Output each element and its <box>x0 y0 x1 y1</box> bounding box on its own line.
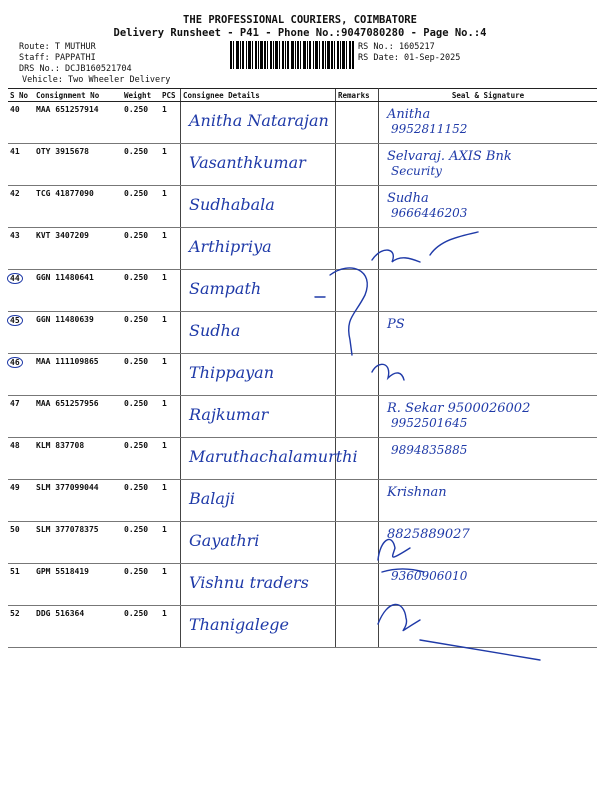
row-remarks <box>336 270 379 312</box>
vehicle-label: Vehicle: Two Wheeler Delivery <box>22 75 171 85</box>
table-row <box>8 606 597 648</box>
handwritten-consignee: Balaji <box>189 489 236 508</box>
row-weight: 0.250 <box>122 144 160 186</box>
row-signature <box>379 480 598 522</box>
row-consignee <box>181 102 336 144</box>
row-sno: 50 <box>8 522 34 564</box>
drs-number: DRS No.: DCJB160521704 <box>19 64 132 74</box>
row-sno: 48 <box>8 438 34 480</box>
table-row <box>8 144 597 186</box>
row-remarks <box>336 102 379 144</box>
table-row <box>8 186 597 228</box>
row-consignment: GPM 5518419 <box>34 564 122 606</box>
row-pcs: 1 <box>160 270 181 312</box>
row-pcs: 1 <box>160 438 181 480</box>
runsheet-table <box>8 88 597 648</box>
row-signature <box>379 186 598 228</box>
handwritten-consignee: Vasanthkumar <box>189 153 306 172</box>
handwritten-consignee: Thanigalege <box>189 615 290 634</box>
row-consignee <box>181 480 336 522</box>
runsheet-subtitle: Delivery Runsheet - P41 - Phone No.:9047080280 - Page No.:4 <box>113 27 487 39</box>
row-remarks <box>336 144 379 186</box>
row-weight: 0.250 <box>122 228 160 270</box>
row-consignee <box>181 438 358 480</box>
row-signature <box>379 312 598 354</box>
row-consignment: DDG 516364 <box>34 606 122 648</box>
row-weight: 0.250 <box>122 438 160 480</box>
barcode-image <box>230 41 354 69</box>
row-remarks <box>336 564 379 606</box>
row-remarks <box>336 312 379 354</box>
handwritten-signature: R. Sekar 9500026002 <box>387 401 531 416</box>
row-remarks <box>336 228 379 270</box>
row-consignment: SLM 377099044 <box>34 480 122 522</box>
table-row <box>8 270 597 312</box>
handwritten-signature: PS <box>387 317 405 332</box>
row-weight: 0.250 <box>122 270 160 312</box>
row-consignment: MAA 651257914 <box>34 102 122 144</box>
handwritten-consignee: Anitha Natarajan <box>189 111 329 130</box>
col-weight: Weight <box>122 89 160 102</box>
row-remarks <box>336 396 379 438</box>
handwritten-signature: 8825889027 <box>387 527 470 542</box>
table-header-row <box>8 89 597 102</box>
row-pcs: 1 <box>160 564 181 606</box>
rs-date: RS Date: 01-Sep-2025 <box>358 53 461 63</box>
row-sno: 44 <box>8 270 34 312</box>
row-consignment: OTY 3915678 <box>34 144 122 186</box>
company-title: THE PROFESSIONAL COURIERS, COIMBATORE <box>183 14 417 26</box>
handwritten-consignee: Sampath <box>189 279 262 298</box>
row-sno: 41 <box>8 144 34 186</box>
row-consignee <box>181 564 336 606</box>
row-consignment: KVT 3407209 <box>34 228 122 270</box>
handwritten-consignee: Vishnu traders <box>189 573 309 592</box>
row-pcs: 1 <box>160 102 181 144</box>
row-pcs: 1 <box>160 396 181 438</box>
row-sno: 42 <box>8 186 34 228</box>
row-consignment: KLM 837708 <box>34 438 122 480</box>
row-consignee <box>181 354 336 396</box>
row-pcs: 1 <box>160 312 181 354</box>
row-sno: 51 <box>8 564 34 606</box>
row-signature <box>379 396 598 438</box>
row-weight: 0.250 <box>122 564 160 606</box>
row-signature <box>379 606 598 648</box>
col-pcs: PCS <box>160 89 181 102</box>
handwritten-signature: Selvaraj. AXIS Bnk <box>387 149 512 164</box>
row-weight: 0.250 <box>122 522 160 564</box>
row-pcs: 1 <box>160 354 181 396</box>
table-row <box>8 564 597 606</box>
handwritten-phone: 9894835885 <box>391 443 468 457</box>
staff-label: Staff: PAPPATHI <box>19 53 96 63</box>
row-consignee <box>181 606 336 648</box>
row-signature <box>379 522 598 564</box>
row-sno: 49 <box>8 480 34 522</box>
row-remarks <box>336 186 379 228</box>
table-row <box>8 102 597 144</box>
row-pcs: 1 <box>160 186 181 228</box>
handwritten-phone: 9952501645 <box>391 416 468 430</box>
handwritten-consignee: Maruthachalamurthi <box>189 447 358 466</box>
row-consignment: TCG 41877090 <box>34 186 122 228</box>
handwritten-signature: Krishnan <box>387 485 447 500</box>
row-remarks <box>336 480 379 522</box>
row-sno: 47 <box>8 396 34 438</box>
rs-number: RS No.: 1605217 <box>358 42 435 52</box>
row-sno: 43 <box>8 228 34 270</box>
row-signature <box>379 270 598 312</box>
row-consignment: MAA 111109865 <box>34 354 122 396</box>
row-remarks <box>336 606 379 648</box>
row-weight: 0.250 <box>122 480 160 522</box>
row-consignee <box>181 312 336 354</box>
col-consignment: Consignment No <box>34 89 122 102</box>
col-remarks: Remarks <box>336 89 379 102</box>
row-signature <box>379 354 598 396</box>
row-consignee <box>181 522 336 564</box>
handwritten-consignee: Arthipriya <box>189 237 272 256</box>
row-pcs: 1 <box>160 480 181 522</box>
row-weight: 0.250 <box>122 312 160 354</box>
row-consignee <box>181 144 336 186</box>
handwritten-consignee: Sudha <box>189 321 241 340</box>
row-consignment: SLM 377078375 <box>34 522 122 564</box>
table-row <box>8 228 597 270</box>
row-consignment: GGN 11480641 <box>34 270 122 312</box>
handwritten-signature: Sudha <box>387 191 429 206</box>
row-consignment: GGN 11480639 <box>34 312 122 354</box>
table-row <box>8 438 597 480</box>
row-consignee <box>181 186 336 228</box>
row-sno: 40 <box>8 102 34 144</box>
row-remarks <box>336 522 379 564</box>
row-signature <box>379 438 598 480</box>
row-pcs: 1 <box>160 522 181 564</box>
row-sno: 45 <box>8 312 34 354</box>
handwritten-phone: Security <box>391 164 442 178</box>
handwritten-phone: 9952811152 <box>391 122 468 136</box>
table-row <box>8 312 597 354</box>
row-consignment: MAA 651257956 <box>34 396 122 438</box>
row-weight: 0.250 <box>122 186 160 228</box>
row-sno: 46 <box>8 354 34 396</box>
handwritten-phone: 9666446203 <box>391 206 468 220</box>
handwritten-consignee: Thippayan <box>189 363 274 382</box>
col-seal-signature: Seal & Signature <box>379 89 598 102</box>
row-pcs: 1 <box>160 606 181 648</box>
handwritten-consignee: Gayathri <box>189 531 260 550</box>
table-row <box>8 480 597 522</box>
row-weight: 0.250 <box>122 354 160 396</box>
row-signature <box>379 564 598 606</box>
col-sno: S No <box>8 89 34 102</box>
row-pcs: 1 <box>160 144 181 186</box>
row-sno: 52 <box>8 606 34 648</box>
row-remarks <box>336 354 379 396</box>
handwritten-phone: 9360906010 <box>391 569 468 583</box>
row-consignee <box>181 228 336 270</box>
row-consignee <box>181 270 336 312</box>
row-signature <box>379 102 598 144</box>
row-signature <box>379 144 598 186</box>
table-row <box>8 396 597 438</box>
handwritten-consignee: Rajkumar <box>189 405 269 424</box>
table-row <box>8 522 597 564</box>
row-weight: 0.250 <box>122 102 160 144</box>
table-row <box>8 354 597 396</box>
route-label: Route: T MUTHUR <box>19 42 96 52</box>
handwritten-signature: Anitha <box>387 107 431 122</box>
handwritten-consignee: Sudhabala <box>189 195 275 214</box>
row-weight: 0.250 <box>122 606 160 648</box>
row-consignee <box>181 396 336 438</box>
row-pcs: 1 <box>160 228 181 270</box>
row-signature <box>379 228 598 270</box>
col-consignee: Consignee Details <box>181 89 336 102</box>
row-weight: 0.250 <box>122 396 160 438</box>
